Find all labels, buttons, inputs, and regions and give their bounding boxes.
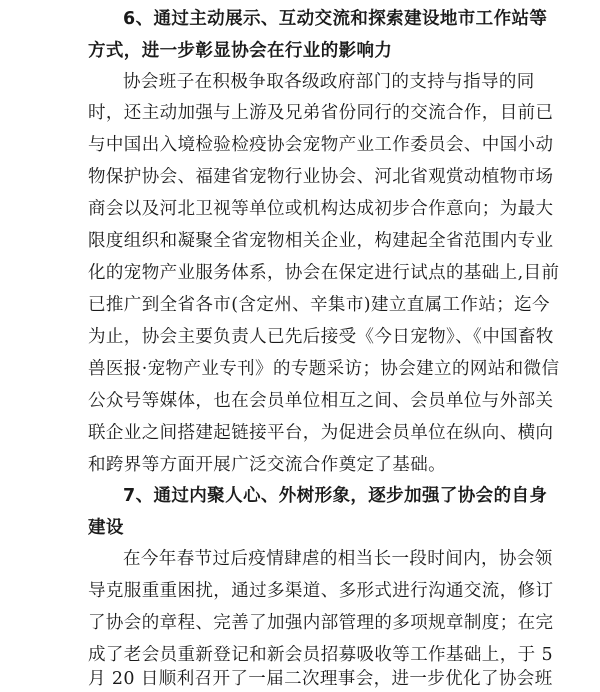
- section-7-heading-line-1: 7、通过内聚人心、外树形象，逐步加强了协会的自身: [123, 486, 548, 506]
- section-6-paragraph-line: 为止，协会主要负责人已先后接受《今日宠物》、《中国畜牧: [88, 327, 554, 347]
- section-6-paragraph-line: 物保护协会、福建省宠物行业协会、河北省观赏动植物市场: [88, 167, 554, 187]
- section-7-paragraph-line: 在今年春节过后疫情肆虐的相当长一段时间内，协会领: [123, 549, 553, 569]
- section-7-heading-line-2: 建设: [88, 518, 124, 538]
- section-6-paragraph-line: 时，还主动加强与上游及兄弟省份同行的交流合作，目前已: [88, 103, 554, 123]
- section-6-heading-line-2: 方式，进一步彰显协会在行业的影响力: [88, 41, 393, 61]
- section-7-paragraph-line: 导克服重重困扰，通过多渠道、多形式进行沟通交流，修订: [88, 581, 554, 601]
- section-6-paragraph-line: 限度组织和凝聚全省宠物相关企业，构建起全省范围内专业: [88, 231, 554, 251]
- section-6-paragraph-line: 与中国出入境检验检疫协会宠物产业工作委员会、中国小动: [88, 135, 554, 155]
- section-6-paragraph-line: 化的宠物产业服务体系，协会在保定进行试点的基础上,目前: [88, 263, 560, 283]
- section-6-paragraph-line: 公众号等媒体，也在会员单位相互之间、会员单位与外部关: [88, 391, 554, 411]
- section-6-paragraph-line: 已推广到全省各市(含定州、辛集市)建立直属工作站；迄今: [88, 295, 550, 315]
- section-7-paragraph-line: 成了老会员重新登记和新会员招募吸收等工作基础上，于 5: [88, 645, 553, 665]
- section-6-paragraph-line: 协会班子在积极争取各级政府部门的支持与指导的同: [123, 72, 535, 92]
- section-6-paragraph-line: 联企业之间搭建起链接平台，为促进会员单位在纵向、横向: [88, 423, 554, 443]
- section-7-paragraph-line: 月 20 日顺利召开了一届二次理事会，进一步优化了协会班: [88, 669, 553, 689]
- section-7-paragraph-line: 了协会的章程、完善了加强内部管理的多项规章制度；在完: [88, 613, 554, 633]
- section-6-heading-line-1: 6、通过主动展示、互动交流和探索建设地市工作站等: [123, 9, 548, 29]
- section-6-paragraph-line: 和跨界等方面开展广泛交流合作奠定了基础。: [88, 455, 446, 475]
- section-6-paragraph-line: 兽医报·宠物产业专刊》的专题采访；协会建立的网站和微信: [88, 359, 560, 379]
- section-6-paragraph-line: 商会以及河北卫视等单位或机构达成初步合作意向；为最大: [88, 199, 554, 219]
